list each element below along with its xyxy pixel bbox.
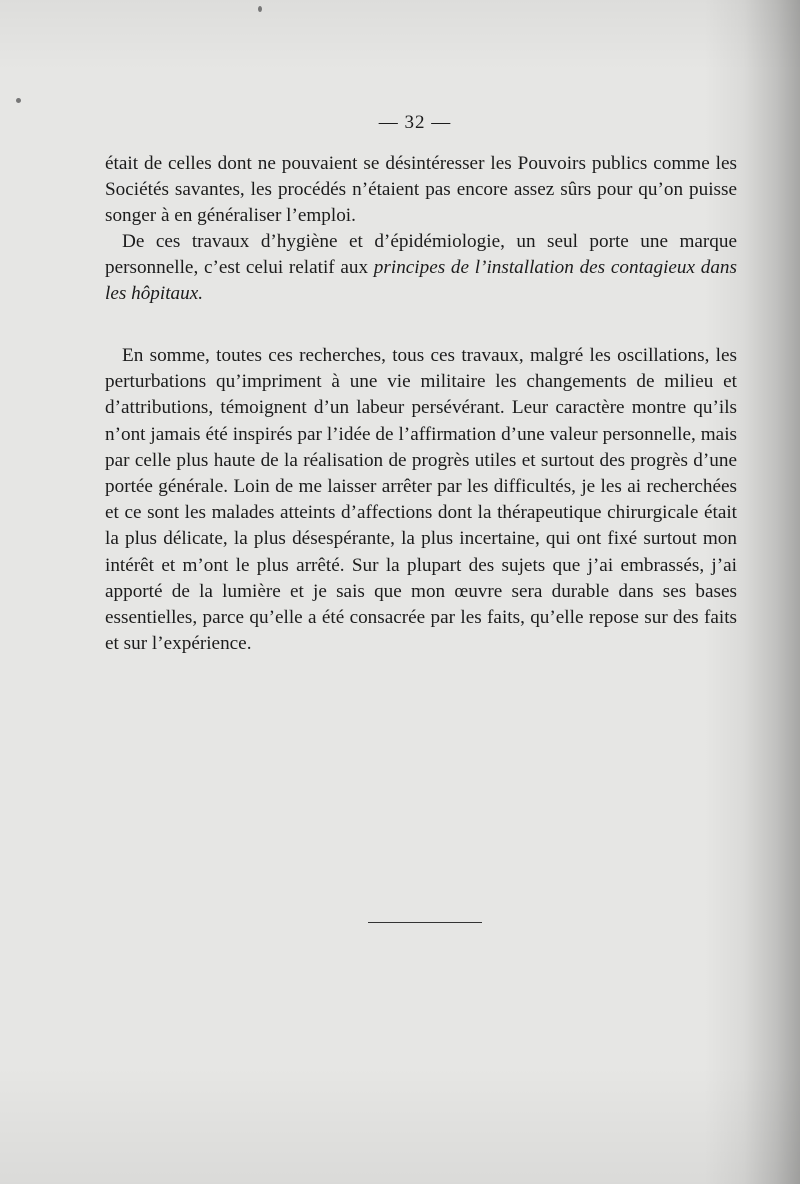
- paragraph-1: [105, 151, 737, 230]
- italic-text-run: principes de l’installation des contagieux dans les hôpitaux.: [105, 257, 737, 305]
- section-separator-rule: [368, 922, 482, 923]
- text-run: En somme, toutes ces recherches, tous ces travaux, malgré les oscillations, les perturbations qu’impriment à une vie militaire les changements de milieu et d’attributions, témoignent d’un labeur persévérant. Leur caractère montre qu’ils n’ont jamais été inspirés par l’idée de l’affirmation d’une valeur personnelle, mais par celle plus haute de la réalisation de progrès utiles et surtout des progrès d’une portée générale. Loin de me laisser arrêter par les difficultés, je les ai recherchées et ce sont les malades atteints d’affections dont la thérapeutique chirurgicale était la plus délicate, la plus désespérante, la plus incertaine, qui ont fixé surtout mon intérêt et m’ont le plus arrêté. Sur la plupart des sujets que j’ai embrassés, j’ai apporté de la lumière et je sais que mon œuvre sera durable dans ses bases essentielles, parce qu’elle a été consacrée par les faits, qu’elle repose sur des faits et sur l’expérience.: [105, 345, 737, 655]
- paragraph-text: [105, 343, 737, 657]
- paragraph-text: [105, 229, 737, 308]
- paragraph-3: [105, 343, 737, 657]
- paper-speck: [258, 6, 262, 12]
- paper-speck: [16, 98, 21, 103]
- page-number: — 32 —: [378, 112, 452, 133]
- paragraph-text: [105, 151, 737, 230]
- text-run: De ces travaux d’hygiène et d’épidémiologie, un seul porte une marque personnelle, c’est celui relatif aux: [105, 231, 737, 279]
- text-run: était de celles dont ne pouvaient se désintéresser les Pouvoirs publics comme les Sociétés savantes, les procédés n’étaient pas encore assez sûrs pour qu’on puisse songer à en généraliser l’emploi.: [105, 153, 737, 227]
- paragraph-2: [105, 229, 737, 308]
